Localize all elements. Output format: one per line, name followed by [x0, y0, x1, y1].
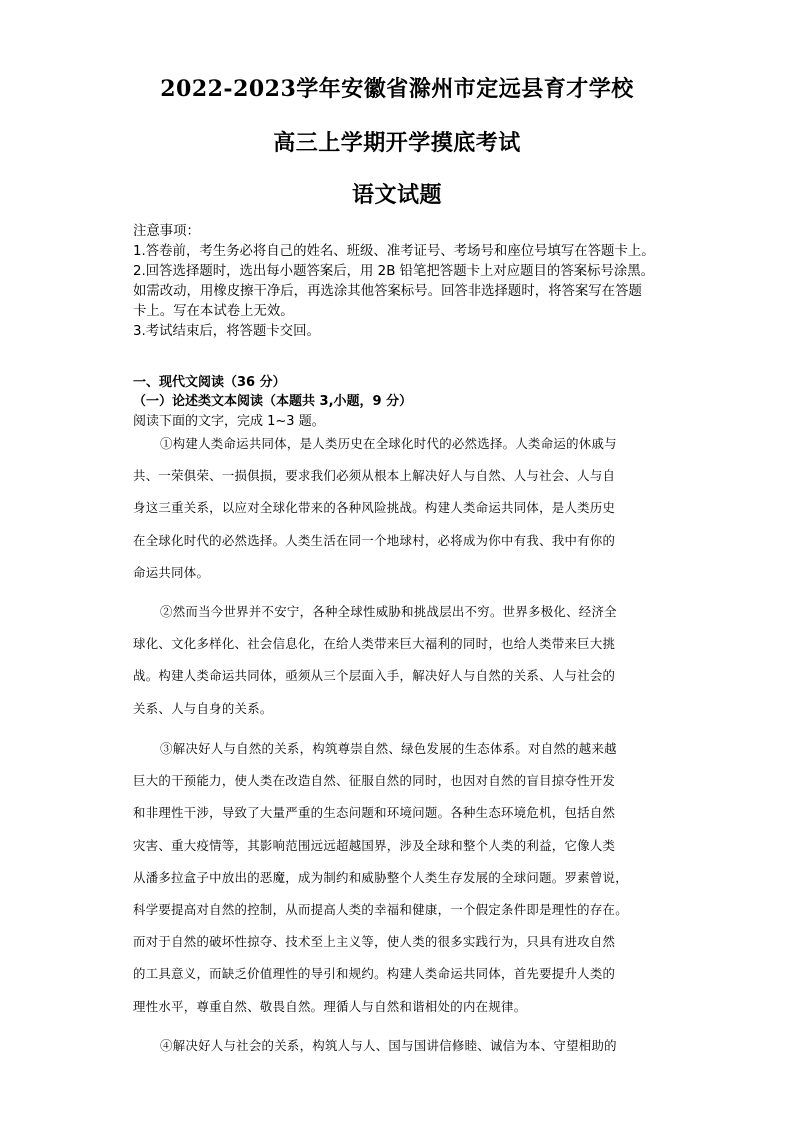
paragraph-line: 命运共同体。: [133, 564, 210, 580]
paragraph-line: 身这三重关系，以应对全球化带来的各种风险挑战。构建人类命运共同体，是人类历史: [133, 500, 616, 516]
paragraph-line: 理性水平，尊重自然、敬畏自然。理循人与自然和谐相处的内在规律。: [133, 998, 527, 1014]
notice-block: [133, 222, 673, 342]
notice-line: 2.回答选择题时，选出每小题答案后，用 2B 铅笔把答题卡上对应题目的答案标号涂黑。: [133, 264, 655, 279]
notice-line: 卡上。写在本试卷上无效。: [133, 304, 294, 319]
paragraph-line: 在全球化时代的必然选择。人类生活在同一个地球村，必将成为你中有我、我中有你的: [133, 532, 616, 548]
section-subtitle: （一）论述类文本阅读（本题共 3,小题，9 分）: [133, 394, 413, 409]
notice-heading: 注意事项：: [133, 224, 200, 239]
paragraph-line: ③解决好人与自然的关系，构筑尊崇自然、绿色发展的生态体系。对自然的越来越: [160, 741, 617, 756]
exam-title-school: 2022-2023学年安徽省滁州市定远县育才学校: [160, 76, 634, 102]
paragraph-line: 而对于自然的破坏性掠夺、技术至上主义等，使人类的很多实践行为，只具有进攻自然: [133, 934, 616, 950]
paragraph-2: [133, 596, 661, 725]
paragraph-line: 灾害、重大疫情等，其影响范围远远超越国界，涉及全球和整个人类的利益，它像人类: [133, 837, 616, 853]
section-title: 一、现代文阅读（36 分）: [133, 375, 286, 390]
paragraph-line: 共、一荣俱荣、一损俱损，要求我们必须从根本上解决好人与自然、人与社会、人与自: [133, 468, 616, 484]
paragraph-line: 关系、人与自身的关系。: [133, 700, 273, 716]
notice-line: 如需改动，用橡皮擦干净后，再选涂其他答案标号。回答非选择题时，将答案写在答题: [133, 284, 642, 299]
paragraph-1: [133, 428, 661, 589]
exam-title-exam: 高三上学期开学摸底考试: [273, 130, 521, 156]
paragraph-line: 的工具意义，而缺乏价值理性的导引和规约。构建人类命运共同体，首先要提升人类的: [133, 966, 616, 982]
paragraph-3: [133, 733, 661, 1023]
exam-title-subject: 语文试题: [351, 182, 442, 208]
notice-line: 1.答卷前，考生务必将自己的姓名、班级、准考证号、考场号和座位号填写在答题卡上。: [133, 244, 655, 259]
paragraph-line: 球化、文化多样化、社会信息化，在给人类带来巨大福利的同时，也给人类带来巨大挑: [133, 636, 616, 652]
paragraph-line: ②然而当今世界并不安宁，各种全球性威胁和挑战层出不穷。世界多极化、经济全: [160, 604, 617, 619]
paragraph-4: [133, 1030, 661, 1062]
paragraph-line: 从潘多拉盒子中放出的恶魔，成为制约和威胁整个人类生存发展的全球问题。罗素曾说，: [133, 869, 628, 885]
paragraph-line: 科学要提高对自然的控制，从而提高人类的幸福和健康，一个假定条件即是理性的存在。: [133, 901, 628, 917]
notice-line: 3.考试结束后，将答题卡交回。: [133, 324, 320, 339]
reading-instruction: 阅读下面的文字，完成 1~3 题。: [133, 414, 325, 429]
paragraph-line: ①构建人类命运共同体，是人类历史在全球化时代的必然选择。人类命运的休戚与: [160, 436, 617, 451]
paragraph-line: ④解决好人与社会的关系，构筑人与人、国与国讲信修睦、诚信为本、守望相助的: [160, 1038, 617, 1053]
paragraph-line: 战。构建人类命运共同体，亟须从三个层面入手，解决好人与自然的关系、人与社会的: [133, 668, 616, 684]
paragraph-line: 和非理性干涉，导致了大量严重的生态问题和环境问题。各种生态环境危机，包括自然: [133, 805, 616, 821]
paragraph-line: 巨大的干预能力，使人类在改造自然、征服自然的同时，也因对自然的盲目掠夺性开发: [133, 773, 616, 789]
